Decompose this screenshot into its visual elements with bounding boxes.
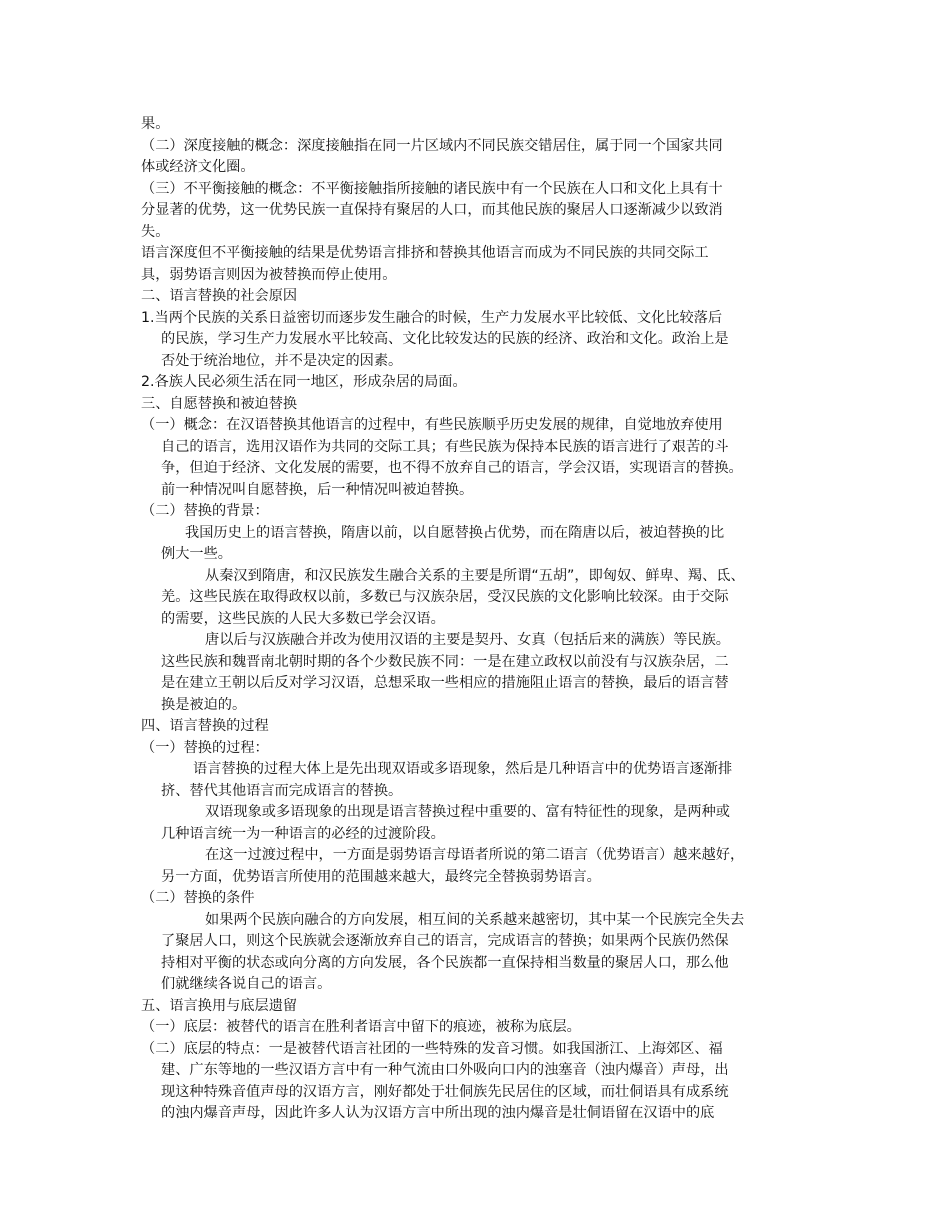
text-line: 持相对平衡的状态或向分离的方向发展，各个民族都一直保持相当数量的聚居人口，那么他 — [161, 955, 729, 971]
text-line: 现这种特殊音值声母的汉语方言，刚好都处于壮侗族先民居住的区域，而壮侗语具有成系统 — [161, 1084, 729, 1100]
text-line: 几种语言统一为一种语言的必经的过渡阶段。 — [161, 826, 445, 842]
section-heading: 五、语言换用与底层遗留 — [141, 998, 298, 1014]
text-line: 否处于统治地位，并不是决定的因素。 — [161, 353, 403, 369]
text-line: 换是被迫的。 — [161, 697, 247, 713]
text-line: （一）替换的过程： — [141, 740, 269, 756]
text-line: 双语现象或多语现象的出现是语言替换过程中重要的、富有特征性的现象，是两种或 — [205, 804, 730, 820]
text-line: （三）不平衡接触的概念：不平衡接触指所接触的诸民族中有一个民族在人口和文化上具有十 — [141, 181, 723, 197]
text-line: 失。 — [141, 224, 170, 240]
text-line: 的浊内爆音声母，因此许多人认为汉语方言中所出现的浊内爆音是壮侗语留在汉语中的底 — [161, 1105, 715, 1121]
text-line: 分显著的优势，这一优势民族一直保持有聚居的人口，而其他民族的聚居人口逐渐减少以致消 — [141, 202, 723, 218]
text-line: 语言替换的过程大体上是先出现双语或多语现象，然后是几种语言中的优势语言逐渐排 — [193, 761, 733, 777]
text-line: 语言深度但不平衡接触的结果是优势语言排挤和替换其他语言而成为不同民族的共同交际工 — [141, 245, 709, 261]
text-line: 挤、替代其他语言而完成语言的替换。 — [161, 783, 403, 799]
text-line: 例大一些。 — [161, 546, 232, 562]
text-line: （二）底层的特点：一是被替代语言社团的一些特殊的发音习惯。如我国浙江、上海郊区、福 — [141, 1041, 723, 1057]
section-heading: 三、自愿替换和被迫替换 — [141, 396, 298, 412]
text-line: 另一方面，优势语言所使用的范围越来越大，最终完全替换弱势语言。 — [161, 869, 601, 885]
text-line: 争，但迫于经济、文化发展的需要，也不得不放弃自己的语言，学会汉语，实现语言的替换。 — [161, 460, 743, 476]
text-line: 是在建立王朝以后反对学习汉语，总想采取一些相应的措施阻止语言的替换，最后的语言替 — [161, 675, 729, 691]
text-line: 如果两个民族向融合的方向发展，相互间的关系越来越密切，其中某一个民族完全失去 — [205, 912, 745, 928]
text-line: 的需要，这些民族的人民大多数已学会汉语。 — [161, 611, 445, 627]
text-line: 我国历史上的语言替换，隋唐以前，以自愿替换占优势，而在隋唐以后，被迫替换的比 — [185, 525, 725, 541]
text-line: （一）底层：被替代的语言在胜利者语言中留下的痕迹，被称为底层。 — [141, 1019, 581, 1035]
text-line: 自己的语言，选用汉语作为共同的交际工具；有些民族为保持本民族的语言进行了艰苦的斗 — [161, 439, 729, 455]
text-line: 唐以后与汉族融合并改为使用汉语的主要是契丹、女真（包括后来的满族）等民族。 — [205, 632, 730, 648]
text-line: （一）概念：在汉语替换其他语言的过程中，有些民族顺乎历史发展的规律，自觉地放弃使用 — [141, 417, 723, 433]
text-line: 体或经济文化圈。 — [141, 159, 255, 175]
text-line: 建、广东等地的一些汉语方言中有一种气流由口外吸向口内的浊塞音（浊内爆音）声母，出 — [161, 1062, 729, 1078]
text-line: 这些民族和魏晋南北朝时期的各个少数民族不同：一是在建立政权以前没有与汉族杂居，二 — [161, 654, 729, 670]
text-line: 1.当两个民族的关系日益密切而逐步发生融合的时候，生产力发展水平比较低、文化比较落后 — [141, 310, 723, 326]
section-heading: 二、语言替换的社会原因 — [141, 288, 298, 304]
text-line: 果。 — [141, 116, 170, 132]
text-line: 羌。这些民族在取得政权以前，多数已与汉族杂居，受汉民族的文化影响比较深。由于交际 — [161, 589, 729, 605]
text-line: 具，弱势语言则因为被替换而停止使用。 — [141, 267, 397, 283]
section-heading: 四、语言替换的过程 — [141, 718, 269, 734]
text-line: 前一种情况叫自愿替换，后一种情况叫被迫替换。 — [161, 482, 474, 498]
text-line: 了聚居人口，则这个民族就会逐渐放弃自己的语言，完成语言的替换；如果两个民族仍然保 — [161, 933, 729, 949]
text-line: 2.各族人民必须生活在同一地区，形成杂居的局面。 — [141, 374, 467, 390]
text-line: 在这一过渡过程中，一方面是弱势语言母语者所说的第二语言（优势语言）越来越好， — [205, 847, 745, 863]
text-line: （二）替换的条件 — [141, 890, 255, 906]
text-line: （二）替换的背景： — [141, 503, 269, 519]
text-line: 们就继续各说自己的语言。 — [161, 976, 332, 992]
text-line: （二）深度接触的概念：深度接触指在同一片区域内不同民族交错居住，属于同一个国家共同 — [141, 138, 723, 154]
text-line: 从秦汉到隋唐，和汉民族发生融合关系的主要是所谓“五胡”，即匈奴、鲜卑、羯、氐、 — [205, 568, 745, 584]
text-line: 的民族，学习生产力发展水平比较高、文化比较发达的民族的经济、政治和文化。政治上是 — [161, 331, 729, 347]
